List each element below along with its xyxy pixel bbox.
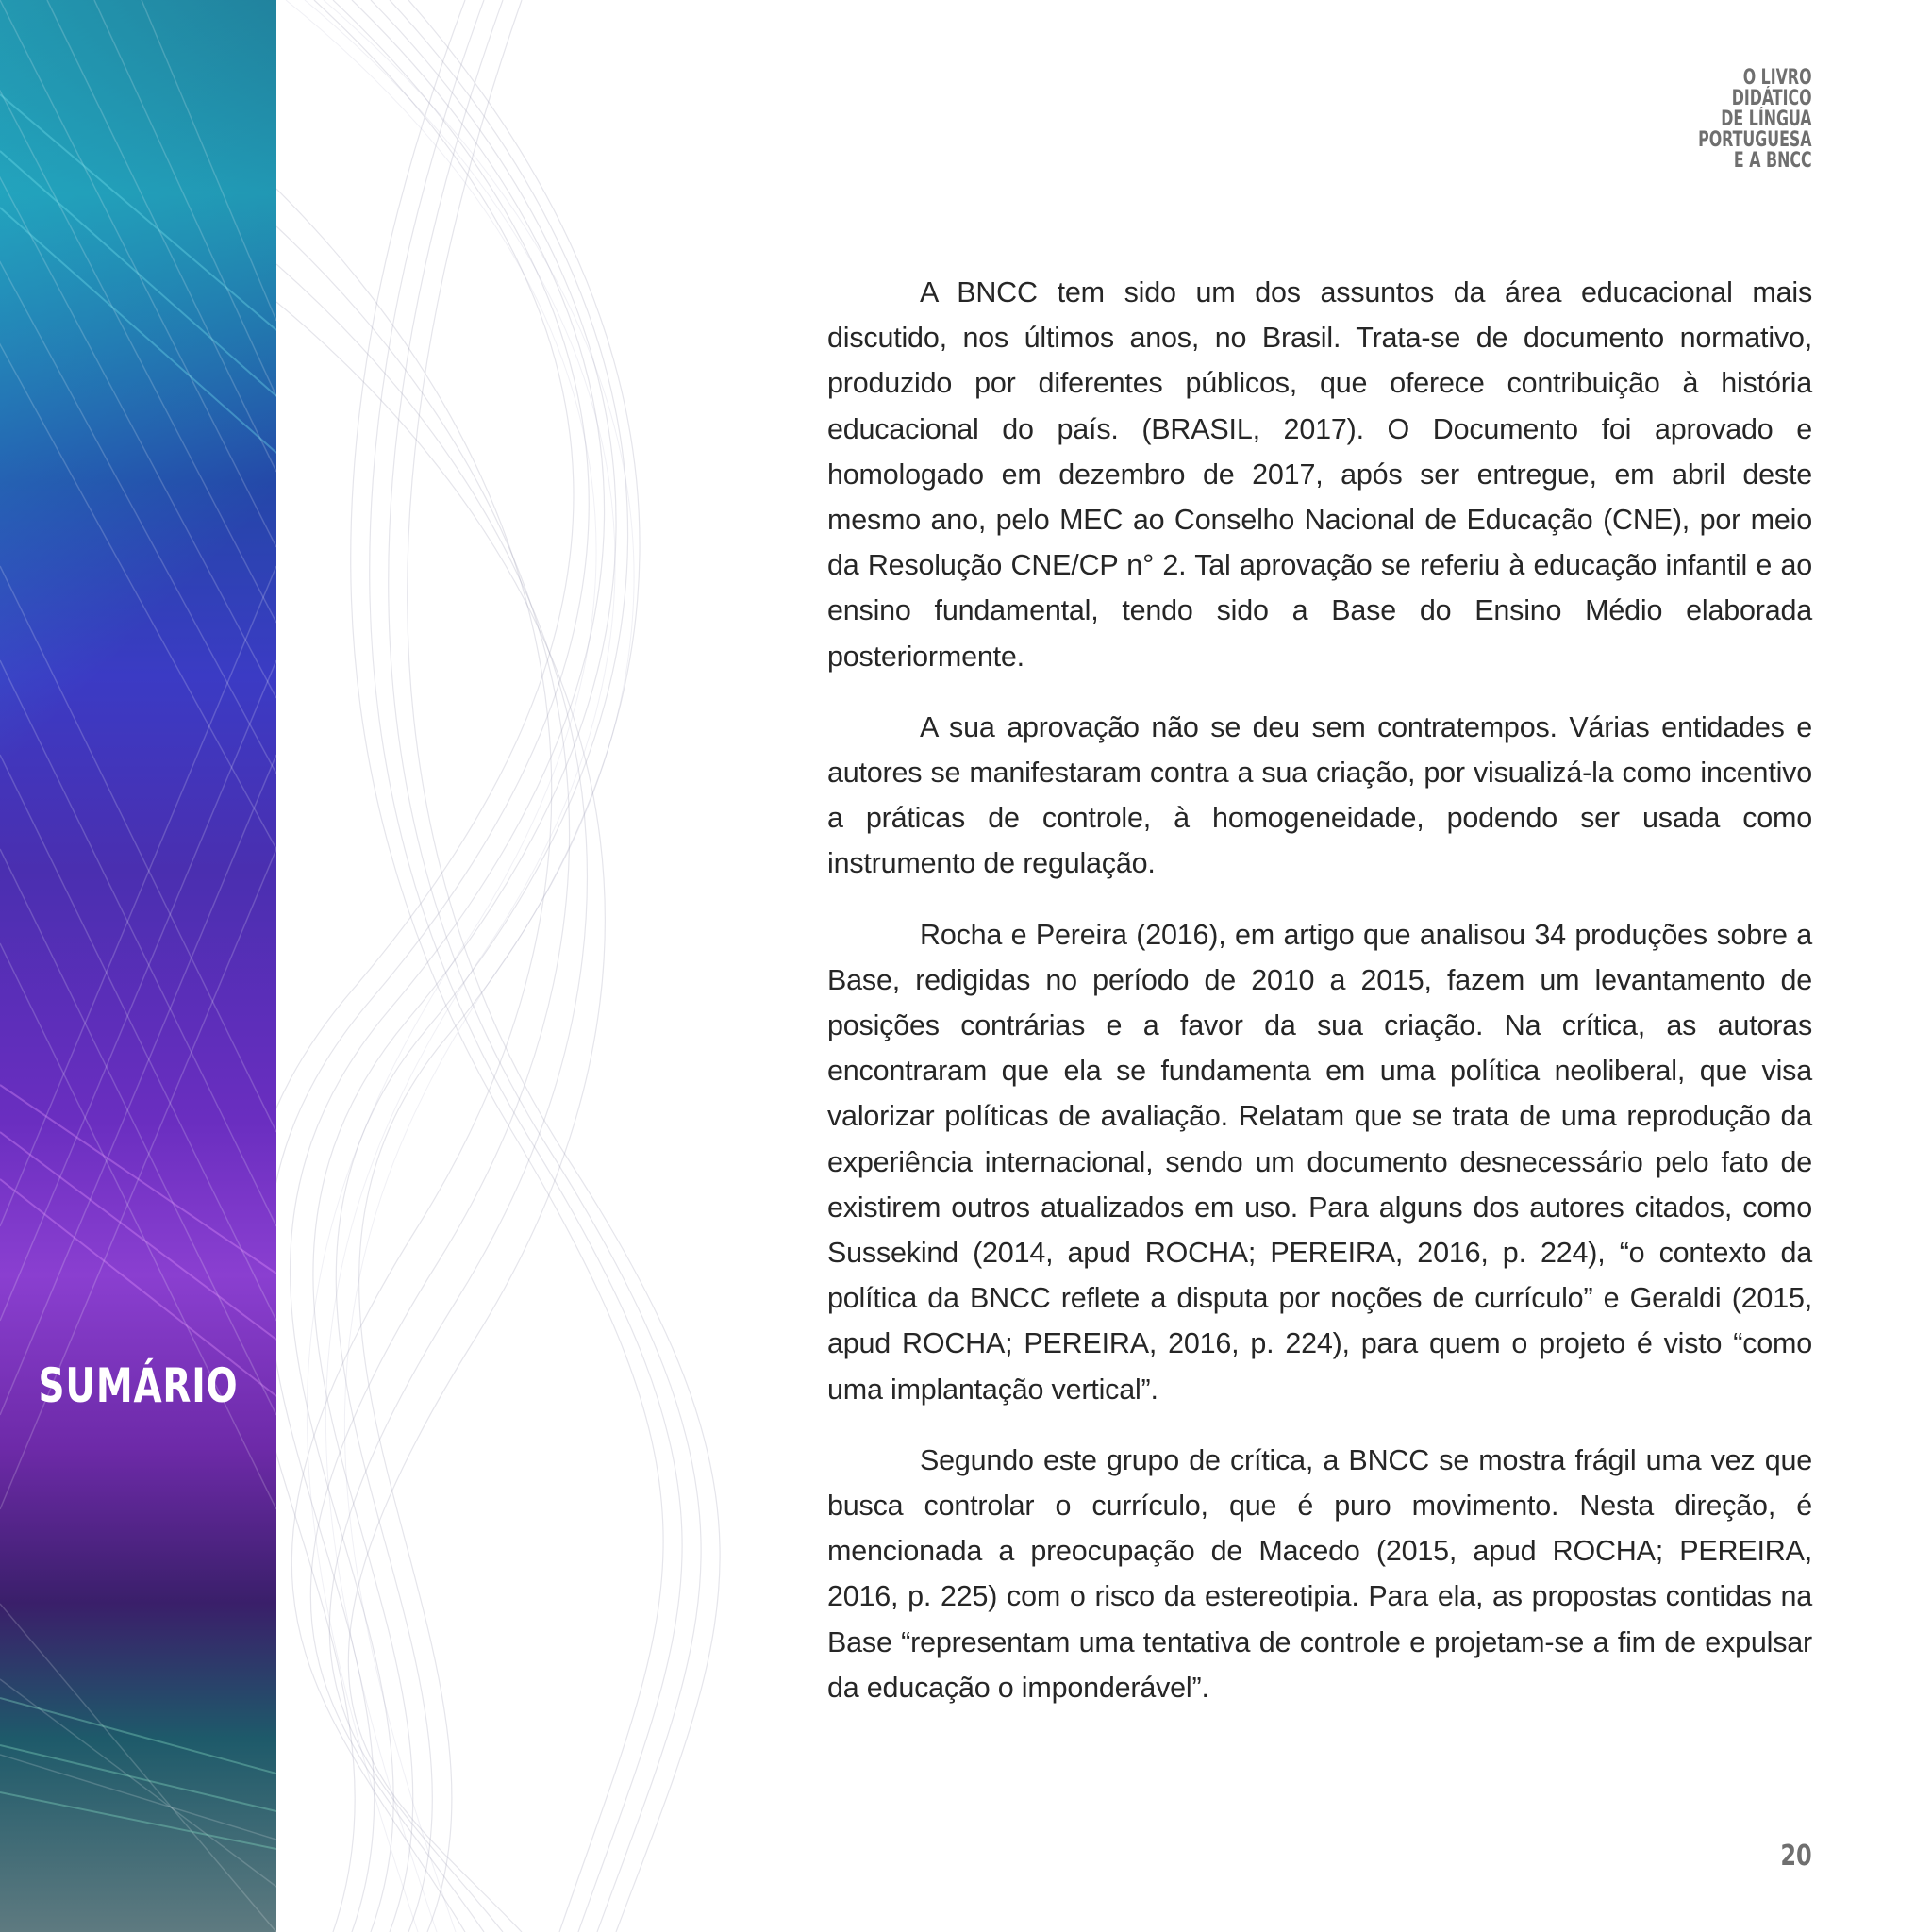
paragraph: A sua aprovação não se deu sem contratempos. Várias entidades e autores se manifestaram contra a sua criação, por visualizá-la como incentivo a práticas de controle, à homogeneidade, podendo ser usada como instrumento de regulação. bbox=[827, 710, 1812, 880]
book-title-line: DE LÍNGUA bbox=[1721, 108, 1812, 131]
sumario-link[interactable]: SUMÁRIO bbox=[38, 1358, 239, 1413]
book-title-line: E A BNCC bbox=[1734, 149, 1812, 173]
paragraph: Segundo este grupo de crítica, a BNCC se mostra frágil uma vez que busca controlar o currículo, que é puro movimento. Nesta direção, é mencionada a preocupação de Macedo (2015, apud ROCHA; PEREIRA, 2016, p. 225) com o risco da estereotipia. Para ela, as propostas contidas na Base “representam uma tentativa de controle e projetam-se a fim de expulsar da educação o imponderável”. bbox=[827, 1443, 1812, 1704]
sidebar-pattern bbox=[0, 0, 276, 1932]
decorative-waves bbox=[276, 0, 748, 1932]
book-title-line: DIDÁTICO bbox=[1732, 87, 1812, 110]
book-title-logo bbox=[1670, 68, 1812, 172]
body-text bbox=[827, 270, 1812, 1736]
book-title-line: PORTUGUESA bbox=[1698, 128, 1812, 152]
sidebar-panel bbox=[0, 0, 276, 1932]
book-title-line: O LIVRO bbox=[1743, 66, 1812, 90]
paragraph: A BNCC tem sido um dos assuntos da área educacional mais discutido, nos últimos anos, no Brasil. Trata-se de documento normativo, produzido por diferentes públicos, que oferece contribuição à história educacional do país. (BRASIL, 2017). O Documento foi aprovado e homologado em dezembro de 2017, após ser entregue, em abril deste mesmo ano, pelo MEC ao Conselho Nacional de Educação (CNE), por meio da Resolução CNE/CP n° 2. Tal aprovação se referiu à educação infantil e ao ensino fundamental, tendo sido a Base do Ensino Médio elaborada posteriormente. bbox=[827, 276, 1812, 673]
paragraph: Rocha e Pereira (2016), em artigo que analisou 34 produções sobre a Base, redigidas no período de 2010 a 2015, fazem um levantamento de posições contrárias e a favor da sua criação. Na crítica, as autoras encontraram que ela se fundamenta em uma política neoliberal, que visa valorizar políticas de avaliação. Relatam que se trata de uma reprodução da experiência internacional, sendo um documento desnecessário pelo fato de existirem outros atualizados em uso. Para alguns dos autores citados, como Sussekind (2014, apud ROCHA; PEREIRA, 2016, p. 224), “o contexto da política da BNCC reflete a disputa por noções de currículo” e Geraldi (2015, apud ROCHA; PEREIRA, 2016, p. 224), para quem o projeto é visto “como uma implantação vertical”. bbox=[827, 918, 1812, 1406]
page-number: 20 bbox=[1780, 1840, 1812, 1873]
